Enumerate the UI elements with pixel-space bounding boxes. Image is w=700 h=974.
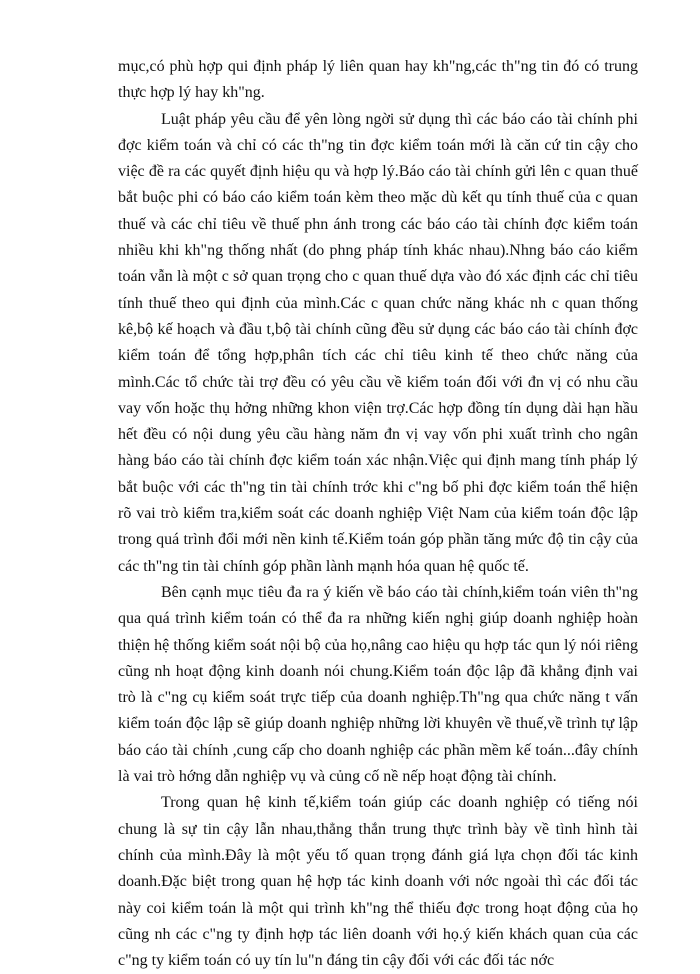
- paragraph-1: mục,có phù hợp qui định pháp lý liên quan hay kh"ng,các th"ng tin đó có trung thực hợp lý hay kh"ng.: [118, 58, 638, 102]
- document-body: [118, 54, 638, 974]
- paragraph-3: Bên cạnh mục tiêu đa ra ý kiến về báo cáo tài chính,kiểm toán viên th"ng qua quá trình kiểm toán có thể đa ra những kiến nghị giúp doanh nghiệp hoàn thiện hệ thống kiểm soát nội bộ của họ,nâng cao hiệu qu hợp tác qun lý nói riêng cũng nh hoạt động kinh doanh nói chung.Kiểm toán độc lập đã khẳng định vai trò là c"ng cụ kiểm soát trực tiếp của doanh nghiệp.Th"ng qua chức năng t vấn kiểm toán độc lập sẽ giúp doanh nghiệp những lời khuyên về thuế,về trình tự lập báo cáo tài chính ,cung cấp cho doanh nghiệp các phần mềm kế toán...đây chính là vai trò hớng dẫn nghiệp vụ và củng cố nề nếp hoạt động tài chính.: [118, 583, 638, 786]
- paragraph-4: Trong quan hệ kinh tế,kiểm toán giúp các doanh nghiệp có tiếng nói chung là sự tin cậy lẫn nhau,thẳng thắn trung thực trình bày về tình hình tài chính của mình.Đây là một yếu tố quan trọng đánh giá lựa chọn đối tác kinh doanh.Đặc biệt trong quan hệ hợp tác kinh doanh với nớc ngoài thì các đối tác này coi kiểm toán là một qui trình kh"ng thể thiếu đợc trong hoạt động của họ cũng nh các c"ng ty định hợp tác liên doanh với họ.ý kiến khách quan của các c"ng ty kiểm toán có uy tín lu"n đáng tin cậy đối với các đối tác nớc: [118, 794, 638, 970]
- paragraph-2: Luật pháp yêu cầu để yên lòng ngời sử dụng thì các báo cáo tài chính phi đợc kiểm toán và chỉ có các th"ng tin đợc kiểm toán mới là căn cứ tin cậy cho việc đề ra các quyết định hiệu qu và hợp lý.Báo cáo tài chính gửi lên c quan thuế bắt buộc phi có báo cáo kiểm toán kèm theo mặc dù kết qu tính thuế của c quan thuế và các chỉ tiêu về thuế phn ánh trong các báo cáo tài chính đợc kiểm toán nhiều khi kh"ng thống nhất (do phng pháp tính khác nhau).Nhng báo cáo kiểm toán vẫn là một c sở quan trọng cho c quan thuế dựa vào đó xác định các chỉ tiêu tính thuế theo qui định của mình.Các c quan chức năng khác nh c quan thống kê,bộ kế hoạch và đầu t,bộ tài chính cũng đều sử dụng các báo cáo tài chính đợc kiểm toán để tổng hợp,phân tích các chỉ tiêu kinh tế theo chức năng của mình.Các tổ chức tài trợ đều có yêu cầu về kiểm toán đối với đn vị có nhu cầu vay vốn hoặc thụ hởng những khon viện trợ.Các hợp đồng tín dụng dài hạn hầu hết đều có nội dung yêu cầu hàng năm đn vị vay vốn phi xuất trình cho ngân hàng báo cáo tài chính đợc kiểm toán xác nhận.Việc qui định mang tính pháp lý bắt buộc với các th"ng tin tài chính trớc khi c"ng bố phi đợc kiểm toán thể hiện rõ vai trò kiểm tra,kiểm soát các doanh nghiệp Việt Nam của kiểm toán độc lập trong quá trình đổi mới nền kinh tế.Kiểm toán góp phần tăng mức độ tin cậy của các th"ng tin tài chính góp phần lành mạnh hóa quan hệ quốc tế.: [118, 110, 638, 575]
